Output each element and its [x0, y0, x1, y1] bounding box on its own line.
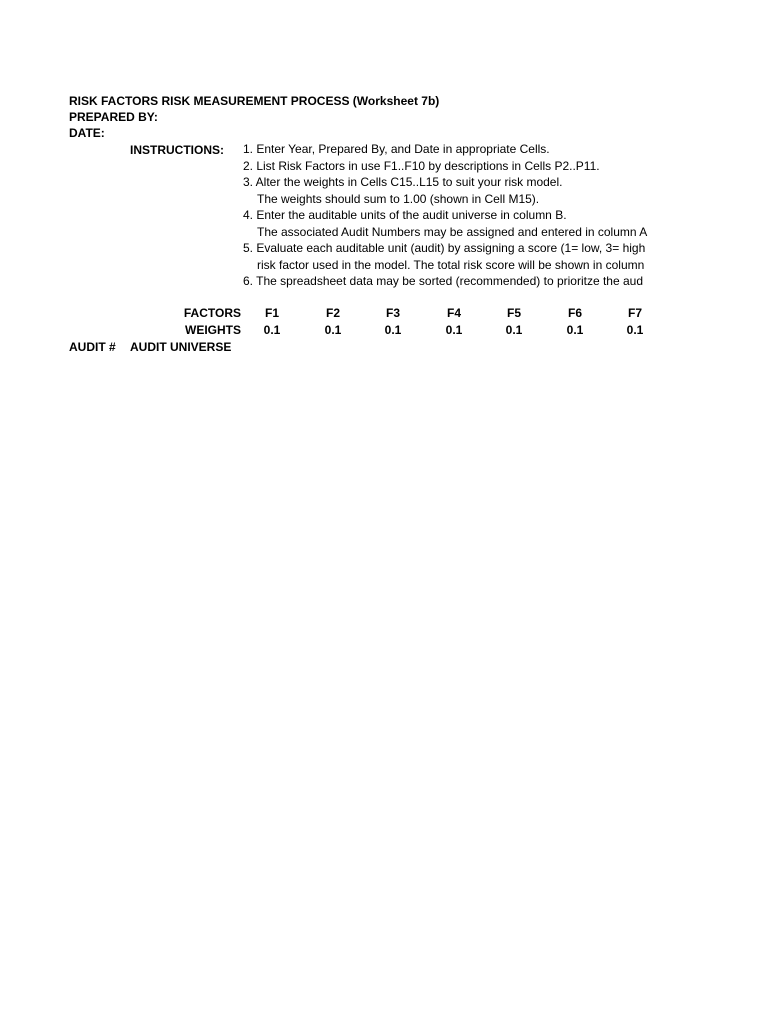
instruction-line: 4. Enter the auditable units of the audit universe in column B. [243, 208, 567, 222]
factor-header: F4 [446, 306, 461, 320]
factor-header: F5 [506, 306, 521, 320]
prepared-by-label: PREPARED BY: [69, 110, 158, 124]
factor-weight: 0.1 [445, 323, 463, 337]
factors-label: FACTORS [183, 306, 241, 320]
factor-header: F2 [325, 306, 340, 320]
factor-weight: 0.1 [566, 323, 584, 337]
instructions-list [243, 141, 668, 291]
factor-weight: 0.1 [324, 323, 342, 337]
instruction-line: 1. Enter Year, Prepared By, and Date in appropriate Cells. [243, 142, 550, 156]
factor-weight: 0.1 [626, 323, 644, 337]
instruction-line: 2. List Risk Factors in use F1..F10 by descriptions in Cells P2..P11. [243, 159, 600, 173]
instruction-line: 3. Alter the weights in Cells C15..L15 to suit your risk model. [243, 175, 563, 189]
instruction-line: The associated Audit Numbers may be assigned and entered in column A [257, 225, 648, 239]
weights-label: WEIGHTS [185, 323, 241, 337]
instruction-line: 6. The spreadsheet data may be sorted (recommended) to prioritze the aud [243, 274, 644, 288]
audit-universe-header: AUDIT UNIVERSE [130, 340, 232, 354]
factor-weight: 0.1 [263, 323, 281, 337]
factor-header: F1 [264, 306, 279, 320]
instructions-label: INSTRUCTIONS: [130, 143, 224, 157]
instruction-line: risk factor used in the model. The total risk score will be shown in column [257, 258, 645, 272]
date-label: DATE: [69, 126, 105, 140]
audit-number-header: AUDIT # [69, 340, 116, 354]
worksheet-title: RISK FACTORS RISK MEASUREMENT PROCESS (Worksheet 7b) [69, 94, 440, 108]
instruction-line: The weights should sum to 1.00 (shown in Cell M15). [257, 192, 540, 206]
factor-header: F7 [627, 306, 642, 320]
factor-header: F6 [567, 306, 582, 320]
factor-weight: 0.1 [505, 323, 523, 337]
instruction-line: 5. Evaluate each auditable unit (audit) by assigning a score (1= low, 3= high [243, 241, 646, 255]
factor-weight: 0.1 [384, 323, 402, 337]
factor-header: F3 [385, 306, 400, 320]
